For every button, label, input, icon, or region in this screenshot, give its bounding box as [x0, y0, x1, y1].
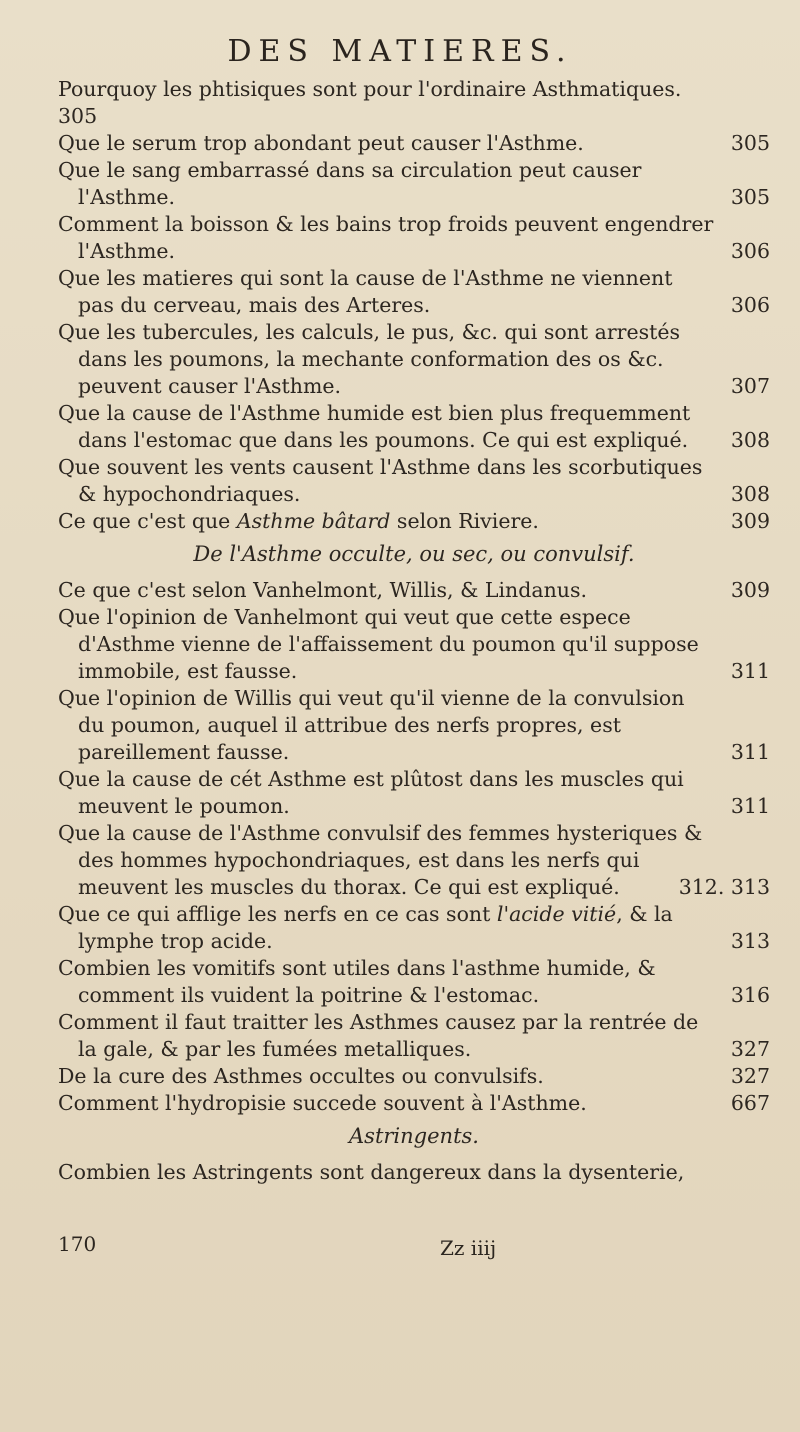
- entry-text: Pourquoy les phtisiques sont pour l'ordinaire Asthmatiques.: [58, 77, 682, 101]
- entry-page-ref: 308: [730, 482, 770, 506]
- entry-page-ref: 311: [730, 659, 770, 683]
- entry-text: Comment l'hydropisie succede souvent à l'Asthme.: [58, 1091, 587, 1115]
- entry-italic-term: l'acide vitié: [496, 902, 617, 926]
- entry-text: Que le serum trop abondant peut causer l'Asthme.: [58, 131, 584, 155]
- entry-text: Que la cause de cét Asthme est plûtost dans les muscles qui meuvent le poumon.: [58, 767, 684, 818]
- index-entry: [58, 319, 770, 400]
- entry-text: Que l'opinion de Willis qui veut qu'il vienne de la convulsion du poumon, auquel il attribue des nerfs propres, est pareillement fausse.: [58, 686, 685, 764]
- section-heading: Astringents.: [349, 1124, 479, 1148]
- entry-text: Que la cause de l'Asthme convulsif des femmes hysteriques & des hommes hypochondriaques, est dans les nerfs qui meuvent les muscles du thorax. Ce qui est expliqué.: [58, 821, 703, 899]
- index-entry: [58, 1009, 770, 1063]
- running-header: DES MATIERES.: [227, 34, 573, 69]
- index-entry: [58, 1063, 770, 1090]
- index-entry: [58, 508, 770, 535]
- entry-page-ref: 311: [730, 740, 770, 764]
- index-entry: [58, 820, 770, 901]
- entry-text: 305: [58, 104, 98, 128]
- index-entries: [58, 76, 770, 1186]
- index-entry: [58, 1159, 770, 1186]
- entry-text-continued: , & la lymphe trop acide.: [78, 902, 673, 953]
- index-entry: [58, 265, 770, 319]
- entry-text: Que les matieres qui sont la cause de l'Asthme ne viennent pas du cerveau, mais des Arteres.: [58, 266, 673, 317]
- entry-text-continued: selon Riviere.: [390, 509, 539, 533]
- section-heading: De l'Asthme occulte, ou sec, ou convulsif.: [193, 542, 635, 566]
- entry-text: Que souvent les vents causent l'Asthme dans les scorbutiques & hypochondriaques.: [58, 455, 703, 506]
- entry-page-ref: 305: [730, 131, 770, 155]
- entry-page-ref: 306: [730, 293, 770, 317]
- entry-page-ref: 312. 313: [678, 875, 770, 899]
- entry-text: Que le sang embarrassé dans sa circulation peut causer l'Asthme.: [58, 158, 642, 209]
- index-entry: [58, 211, 770, 265]
- index-entry: [58, 1090, 770, 1117]
- entry-page-ref: 306: [730, 239, 770, 263]
- index-entry: [58, 901, 770, 955]
- index-entry: [58, 454, 770, 508]
- page-number: 170: [58, 1232, 97, 1256]
- entry-page-ref: 327: [730, 1037, 770, 1061]
- entry-text: Combien les vomitifs sont utiles dans l'asthme humide, & comment ils vuident la poitrine & l'estomac.: [58, 956, 656, 1007]
- index-entry: [58, 130, 770, 157]
- entry-text: Comment il faut traitter les Asthmes causez par la rentrée de la gale, & par les fumées metalliques.: [58, 1010, 699, 1061]
- index-entry: [58, 157, 770, 211]
- index-entry: [58, 76, 770, 103]
- index-entry: [58, 103, 770, 130]
- entry-page-ref: 667: [730, 1091, 770, 1115]
- entry-text: Combien les Astringents sont dangereux dans la dysenterie,: [58, 1160, 685, 1184]
- entry-text: Ce que c'est selon Vanhelmont, Willis, & Lindanus.: [58, 578, 588, 602]
- entry-text: Comment la boisson & les bains trop froids peuvent engendrer l'Asthme.: [58, 212, 714, 263]
- entry-page-ref: 311: [730, 794, 770, 818]
- index-entry: [58, 685, 770, 766]
- entry-text: Que la cause de l'Asthme humide est bien plus frequemment dans l'estomac que dans les poumons. Ce qui est expliqué.: [58, 401, 691, 452]
- index-entry: [58, 604, 770, 685]
- entry-page-ref: 316: [730, 983, 770, 1007]
- entry-page-ref: 308: [730, 428, 770, 452]
- entry-text: Que les tubercules, les calculs, le pus, &c. qui sont arrestés dans les poumons, la mechante conformation des os &c. peuvent causer l'Asthme.: [58, 320, 681, 398]
- entry-page-ref: 307: [730, 374, 770, 398]
- entry-page-ref: 305: [730, 185, 770, 209]
- entry-text: Ce que c'est que: [58, 509, 237, 533]
- index-entry: [58, 400, 770, 454]
- entry-text: Que ce qui afflige les nerfs en ce cas sont: [58, 902, 497, 926]
- entry-page-ref: 309: [730, 578, 770, 602]
- entry-text: De la cure des Asthmes occultes ou convulsifs.: [58, 1064, 544, 1088]
- entry-text: Que l'opinion de Vanhelmont qui veut que cette espece d'Asthme vienne de l'affaissement du poumon qu'il suppose immobile, est fausse.: [58, 605, 699, 683]
- entry-page-ref: 313: [730, 929, 770, 953]
- index-entry: [58, 766, 770, 820]
- entry-page-ref: 327: [730, 1064, 770, 1088]
- index-entry: [58, 577, 770, 604]
- signature-mark: Zz iiij: [440, 1236, 497, 1260]
- entry-page-ref: 309: [730, 509, 770, 533]
- index-entry: [58, 955, 770, 1009]
- entry-italic-term: Asthme bâtard: [236, 509, 391, 533]
